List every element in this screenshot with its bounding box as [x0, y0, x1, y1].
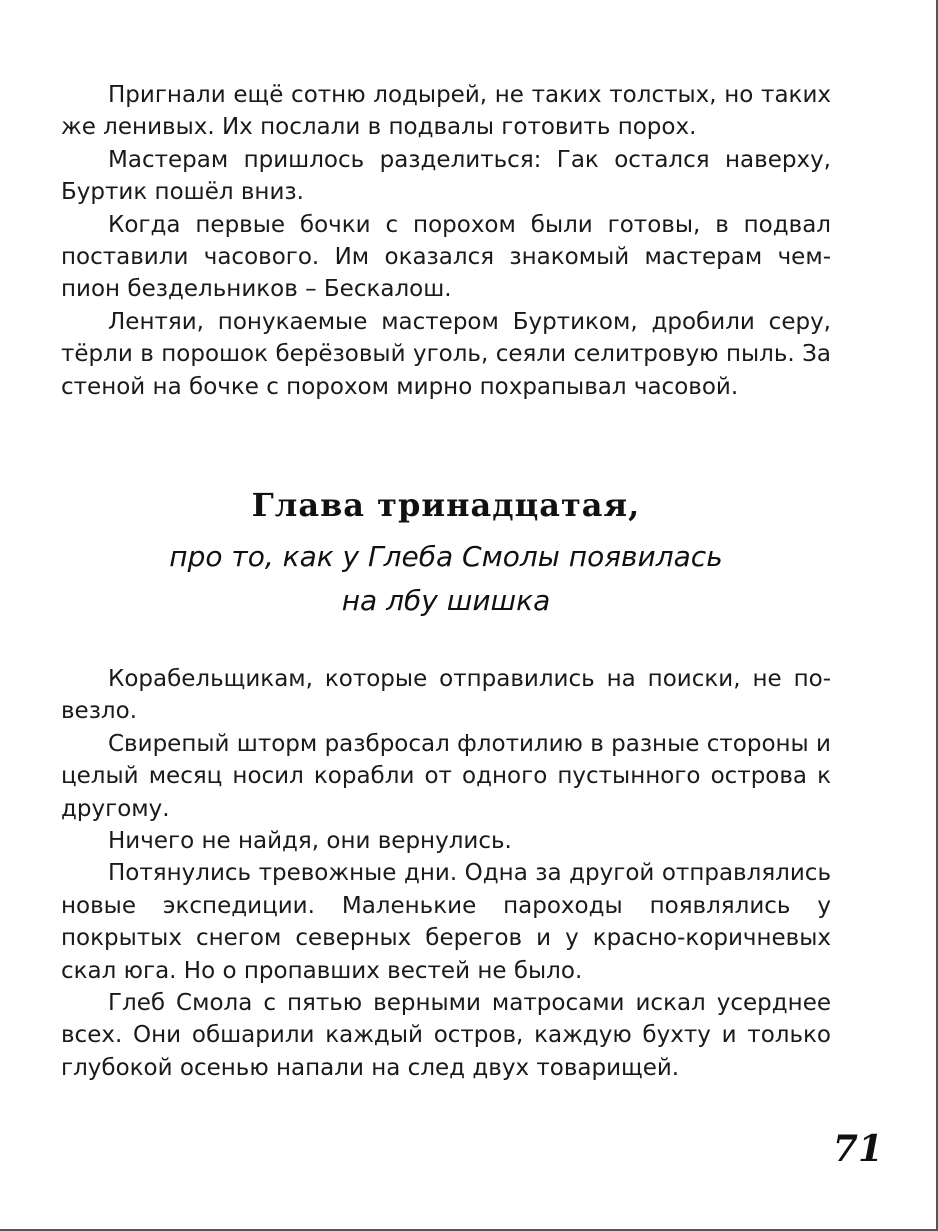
book-page	[61, 79, 831, 1081]
chapter-subtitle-line: про то, как у Глеба Смолы появилась	[169, 540, 723, 573]
text-block-after-chapter	[61, 663, 831, 1084]
paragraph: Ничего не найдя, они вернулись.	[108, 828, 512, 855]
paragraph: Пригнали ещё сотню лодырей, не таких толстых, но таких же ленивых. Их послали в подвалы готовить порох.	[61, 82, 831, 141]
chapter-subtitle-line: на лбу шишка	[341, 584, 551, 617]
chapter-heading	[61, 485, 831, 623]
paragraph: Мастерам пришлось разделиться: Гак остался наверху, Буртик пошёл вниз.	[61, 146, 831, 206]
paragraph: Когда первые бочки с порохом были готовы, в подвал поставили часового. Им оказался знакомый мастерам чемпион бездельников – Бескалош.	[61, 211, 831, 303]
paragraph: Свирепый шторм разбросал флотилию в разные стороны и целый месяц носил корабли от одного пустынного острова к другому.	[61, 730, 831, 822]
paragraph: Лентяи, понукаемые мастером Буртиком, дробили серу, тёрли в порошок берёзовый уголь, сеяли селитровую пыль. За стеной на бочке с порохом мирно похрапывал часовой.	[61, 308, 831, 400]
page-number: 71	[832, 1128, 883, 1170]
paragraph: Потянулись тревожные дни. Одна за другой отправлялись новые экспедиции. Маленькие пароходы появлялись у покрытых снегом северных берегов и у красно-коричневых скал юга. Но о пропавших вестей не было.	[61, 860, 831, 984]
paragraph: Корабельщикам, которые отправились на поиски, не повезло.	[61, 666, 831, 725]
chapter-title: Глава тринадцатая,	[251, 486, 641, 524]
text-block-before-chapter	[61, 79, 831, 403]
paragraph: Глеб Смола с пятью верными матросами искал усерднее всех. Они обшарили каждый остров, каждую бухту и только глубокой осенью напали на след двух товарищей.	[61, 990, 831, 1081]
chapter-subtitle	[61, 535, 831, 623]
